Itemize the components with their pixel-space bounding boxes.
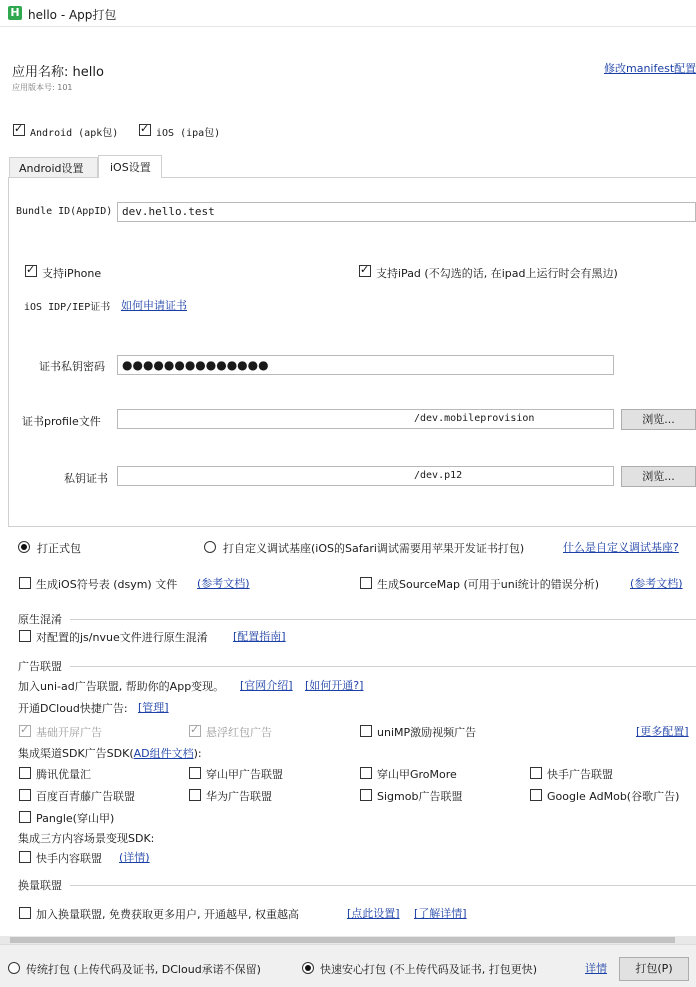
exchange-checkbox[interactable] <box>19 907 31 919</box>
cert-password-label: 证书私钥密码 <box>39 360 105 373</box>
ios-cert-label: iOS IDP/IEP证书 <box>24 302 111 313</box>
window-title: hello - App打包 <box>28 8 117 22</box>
support-iphone-checkbox[interactable] <box>25 265 37 277</box>
obfuscation-checkbox[interactable] <box>19 630 31 642</box>
dsym-checkbox[interactable] <box>19 577 31 589</box>
sdk-checkbox[interactable] <box>19 811 31 823</box>
private-key-browse-button[interactable]: 浏览... <box>621 466 696 487</box>
fast-pack-detail-link[interactable]: 详情 <box>585 962 607 975</box>
support-iphone-label: 支持iPhone <box>42 267 102 280</box>
sdk-label-item: 穿山甲GroMore <box>377 768 457 781</box>
sdk-checkbox[interactable] <box>360 789 372 801</box>
fast-pack-label: 快速安心打包 (不上传代码及证书, 打包更快) <box>320 963 538 976</box>
fast-pack-radio[interactable] <box>302 962 314 974</box>
obfuscation-label: 对配置的js/nvue文件进行原生混淆 <box>36 631 208 644</box>
sdk-checkbox[interactable] <box>530 789 542 801</box>
hbuilder-h-icon: H <box>8 6 22 20</box>
edit-manifest-link[interactable]: 修改manifest配置 <box>604 62 696 75</box>
redpacket-ad-checkbox[interactable] <box>189 725 201 737</box>
ad-component-doc-link[interactable]: AD组件文档 <box>133 747 194 760</box>
apply-cert-link[interactable]: 如何申请证书 <box>121 299 187 312</box>
sourcemap-label: 生成SourceMap (可用于uni统计的错误分析) <box>377 578 600 591</box>
exchange-title: 换量联盟 <box>18 879 62 892</box>
ads-title: 广告联盟 <box>18 660 62 673</box>
exchange-setup-link[interactable]: [点此设置] <box>347 907 400 920</box>
sdk-label <box>18 745 202 761</box>
kuaishou-content-label: 快手内容联盟 <box>36 852 102 865</box>
app-version: 应用版本号: 101 <box>12 83 73 92</box>
private-key-path: /dev.p12 <box>414 470 463 481</box>
sdk-label-suffix: ): <box>193 747 202 760</box>
sdk-checkbox[interactable] <box>189 767 201 779</box>
sdk-checkbox[interactable] <box>19 789 31 801</box>
dsym-label: 生成iOS符号表 (dsym) 文件 <box>36 578 178 591</box>
kuaishou-content-checkbox[interactable] <box>19 851 31 863</box>
support-ipad-label: 支持iPad (不勾选的话, 在ipad上运行时会有黑边) <box>376 267 618 280</box>
sdk-label-item: 快手广告联盟 <box>547 768 613 781</box>
android-checkbox[interactable] <box>13 124 25 136</box>
profile-browse-button[interactable]: 浏览... <box>621 409 696 430</box>
profile-file-input[interactable] <box>117 409 614 429</box>
sdk-label-item: Sigmob广告联盟 <box>377 790 463 803</box>
sdk-label-item: Pangle(穿山甲) <box>36 812 115 825</box>
exchange-detail-link[interactable]: [了解详情] <box>414 907 467 920</box>
redpacket-ad-label: 悬浮红包广告 <box>206 726 272 739</box>
unimp-ad-label: uniMP激励视频广告 <box>377 726 477 739</box>
app-name: 应用名称: hello <box>12 65 104 80</box>
sourcemap-checkbox[interactable] <box>360 577 372 589</box>
kuaishou-detail-link[interactable]: (详情) <box>119 851 150 864</box>
exchange-label: 加入换量联盟, 免费获取更多用户, 开通越早, 权重越高 <box>36 908 299 921</box>
sdk-checkbox[interactable] <box>360 767 372 779</box>
sdk-label-item: 百度百青藤广告联盟 <box>36 790 135 803</box>
profile-file-path: /dev.mobileprovision <box>414 413 535 424</box>
ads-intro-link[interactable]: [官网介绍] <box>240 679 293 692</box>
sourcemap-doc-link[interactable]: (参考文档) <box>630 577 683 590</box>
obfuscation-guide-link[interactable]: [配置指南] <box>233 630 286 643</box>
scrollbar-thumb[interactable] <box>10 937 675 943</box>
splash-ad-checkbox[interactable] <box>19 725 31 737</box>
ios-checkbox[interactable] <box>139 124 151 136</box>
sdk-label-item: 华为广告联盟 <box>206 790 272 803</box>
sdk-checkbox[interactable] <box>189 789 201 801</box>
traditional-pack-radio[interactable] <box>8 962 20 974</box>
private-key-label: 私钥证书 <box>64 472 108 485</box>
ads-howto-link[interactable]: [如何开通?] <box>305 679 364 692</box>
profile-file-label: 证书profile文件 <box>22 415 101 428</box>
formal-build-radio[interactable] <box>18 541 30 553</box>
dsym-doc-link[interactable]: (参考文档) <box>197 577 250 590</box>
splash-ad-label: 基础开屏广告 <box>36 726 102 739</box>
custom-base-label: 打自定义调试基座(iOS的Safari调试需要用苹果开发证书打包) <box>223 542 525 555</box>
ads-group-line <box>70 666 696 667</box>
ads-intro: 加入uni-ad广告联盟, 帮助你的App变现。 <box>18 680 225 693</box>
obfuscation-title: 原生混淆 <box>18 613 62 626</box>
custom-base-help-link[interactable]: 什么是自定义调试基座? <box>563 541 679 554</box>
sdk-label-item: 腾讯优量汇 <box>36 768 91 781</box>
exchange-group-line <box>70 885 696 886</box>
sdk-label-item: 穿山甲广告联盟 <box>206 768 283 781</box>
sdk-label-item: Google AdMob(谷歌广告) <box>547 790 680 803</box>
ads-more-config-link[interactable]: [更多配置] <box>636 725 689 738</box>
sdk-checkbox[interactable] <box>530 767 542 779</box>
dcloud-ads-label: 开通DCloud快捷广告: <box>18 702 128 715</box>
tab-ios-label: iOS设置 <box>110 161 151 174</box>
obfuscation-group-line <box>70 619 696 620</box>
tab-android-label: Android设置 <box>19 162 84 175</box>
pack-button[interactable]: 打包(P) <box>619 957 689 981</box>
content-sdk-label: 集成三方内容场景变现SDK: <box>18 832 155 845</box>
bundle-id-label: Bundle ID(AppID) <box>16 206 113 217</box>
ios-label: iOS (ipa包) <box>156 128 221 139</box>
unimp-ad-checkbox[interactable] <box>360 725 372 737</box>
formal-build-label: 打正式包 <box>37 542 81 555</box>
private-key-input[interactable] <box>117 466 614 486</box>
custom-base-radio[interactable] <box>204 541 216 553</box>
ads-manage-link[interactable]: [管理] <box>138 701 169 714</box>
traditional-pack-label: 传统打包 (上传代码及证书, DCloud承诺不保留) <box>26 963 261 976</box>
cert-password-input[interactable]: ●●●●●●●●●●●●●● <box>117 355 614 375</box>
android-label: Android (apk包) <box>30 128 119 139</box>
sdk-label-prefix: 集成渠道SDK广告SDK( <box>18 747 134 760</box>
bundle-id-input[interactable]: dev.hello.test <box>117 202 696 222</box>
support-ipad-checkbox[interactable] <box>359 265 371 277</box>
sdk-checkbox[interactable] <box>19 767 31 779</box>
